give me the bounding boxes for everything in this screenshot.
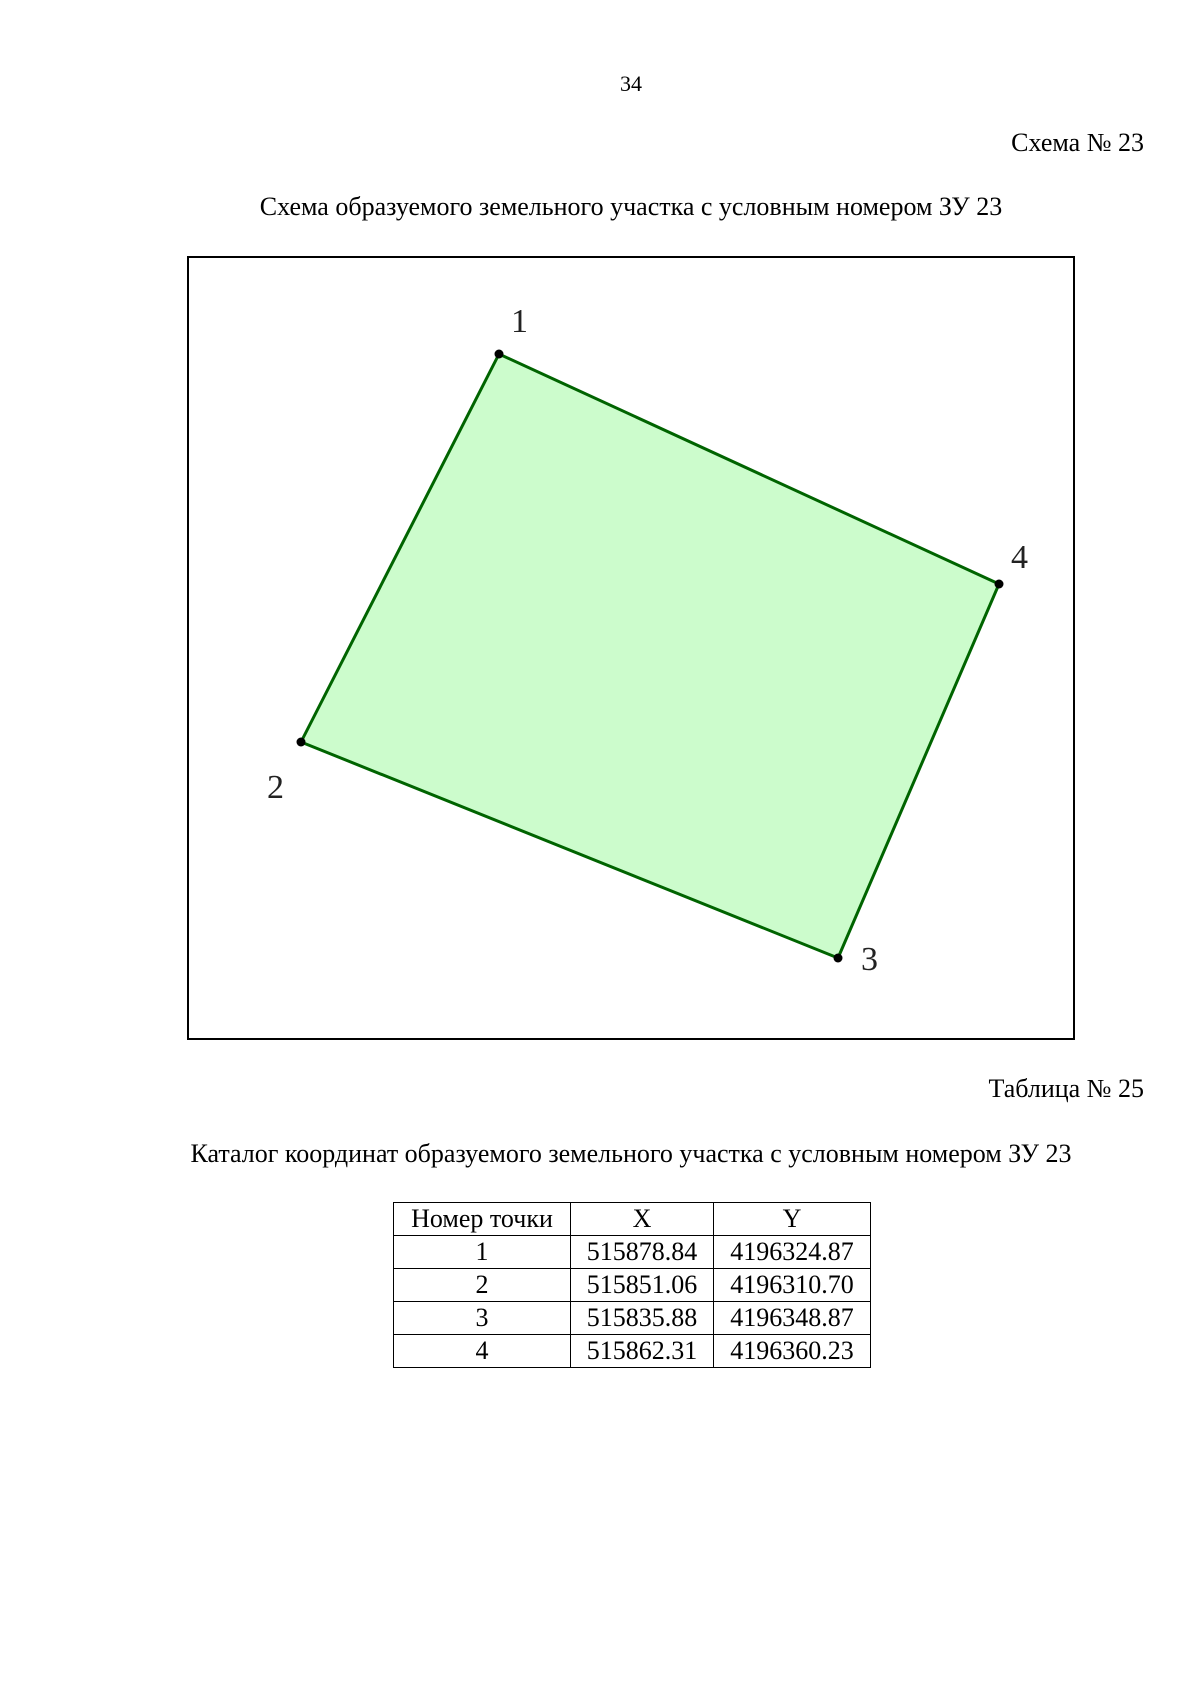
vertex-1 bbox=[495, 350, 504, 359]
vertex-2 bbox=[297, 738, 306, 747]
cell-y: 4196360.23 bbox=[714, 1335, 871, 1368]
cell-point-number: 2 bbox=[394, 1269, 571, 1302]
table-row bbox=[394, 1302, 871, 1335]
cell-x: 515862.31 bbox=[571, 1335, 714, 1368]
table-row bbox=[394, 1269, 871, 1302]
scheme-label: Схема № 23 bbox=[1011, 128, 1144, 157]
cell-point-number: 1 bbox=[394, 1236, 571, 1269]
table-header-row bbox=[394, 1203, 871, 1236]
parcel-polygon bbox=[301, 354, 999, 958]
cell-x: 515835.88 bbox=[571, 1302, 714, 1335]
header-point-number: Номер точки bbox=[394, 1203, 571, 1236]
header-y: Y bbox=[714, 1203, 871, 1236]
cell-point-number: 4 bbox=[394, 1335, 571, 1368]
page-number: 34 bbox=[620, 71, 642, 96]
table-label: Таблица № 25 bbox=[988, 1074, 1144, 1103]
vertex-label-2: 2 bbox=[267, 769, 284, 806]
cell-y: 4196324.87 bbox=[714, 1236, 871, 1269]
vertex-4 bbox=[995, 580, 1004, 589]
cell-y: 4196348.87 bbox=[714, 1302, 871, 1335]
cell-x: 515851.06 bbox=[571, 1269, 714, 1302]
scheme-title: Схема образуемого земельного участка с условным номером ЗУ 23 bbox=[259, 192, 1003, 221]
scheme-frame bbox=[187, 256, 1075, 1040]
vertex-3 bbox=[834, 954, 843, 963]
coordinates-table bbox=[393, 1202, 871, 1368]
table-title: Каталог координат образуемого земельного участка с условным номером ЗУ 23 bbox=[190, 1139, 1072, 1168]
vertex-label-3: 3 bbox=[861, 941, 878, 978]
table-row bbox=[394, 1335, 871, 1368]
cell-point-number: 3 bbox=[394, 1302, 571, 1335]
header-x: X bbox=[571, 1203, 714, 1236]
cell-x: 515878.84 bbox=[571, 1236, 714, 1269]
table-row bbox=[394, 1236, 871, 1269]
cell-y: 4196310.70 bbox=[714, 1269, 871, 1302]
vertex-label-4: 4 bbox=[1011, 539, 1028, 576]
parcel-diagram bbox=[189, 258, 1073, 1038]
vertex-label-1: 1 bbox=[511, 303, 528, 340]
